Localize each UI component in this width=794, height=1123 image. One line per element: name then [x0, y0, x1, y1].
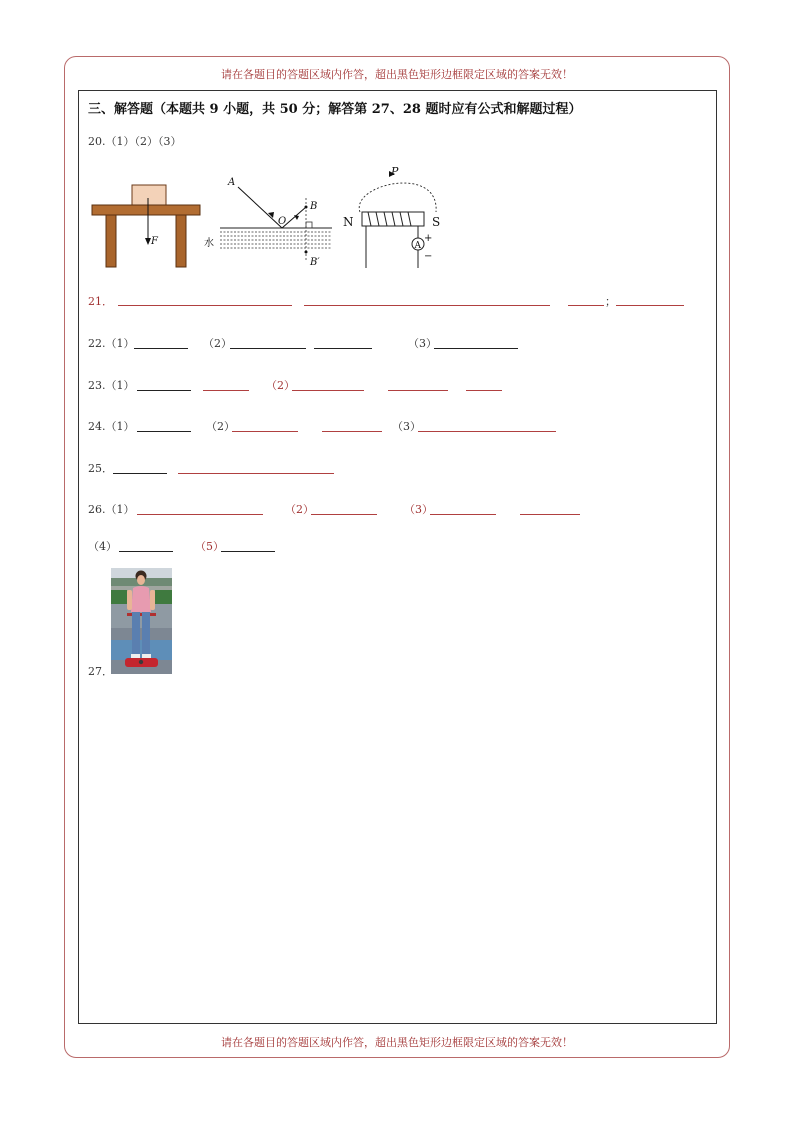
svg-text:水: 水: [204, 238, 214, 249]
q25-label: 25．: [88, 462, 113, 475]
svg-text:B′: B′: [310, 257, 320, 268]
q26-blank-3[interactable]: [430, 514, 496, 515]
table-leg-left: [106, 215, 116, 267]
q22-label: 22.（1）: [88, 337, 135, 350]
svg-text:B: B: [310, 201, 318, 212]
q24-label: 24.（1）: [88, 420, 135, 433]
q20-label: 20.（1）（2）（3）: [88, 135, 182, 148]
q21-blank-3[interactable]: [568, 305, 604, 306]
q26-label: 26.（1）: [88, 503, 135, 516]
table-leg-right: [176, 215, 186, 267]
svg-text:−: −: [424, 251, 433, 262]
svg-text:+: +: [424, 233, 433, 244]
q23-blank-5[interactable]: [466, 390, 502, 391]
q25-blank-1[interactable]: [113, 473, 167, 474]
reflection-diagram: [202, 172, 336, 272]
svg-text:P: P: [391, 165, 399, 178]
table-force-diagram: [88, 178, 206, 272]
q26-blank-4[interactable]: [520, 514, 580, 515]
q22-part3: （3）: [408, 337, 437, 350]
force-label: F: [151, 236, 158, 247]
q21-label: 21．: [88, 295, 113, 308]
q24-blank-3[interactable]: [322, 431, 382, 432]
q25-blank-2[interactable]: [178, 473, 334, 474]
q21-semicolon: ；: [605, 295, 616, 308]
section-title: 三、解答题（本题共 9 小题，共 50 分；解答第 27、28 题时应有公式和解题过程）: [88, 102, 582, 117]
q22-blank-3[interactable]: [314, 348, 372, 349]
q26-part5: （5）: [195, 540, 224, 553]
q27-label: 27．: [88, 665, 113, 678]
q26-blank-2[interactable]: [311, 514, 377, 515]
solenoid-diagram: [340, 164, 452, 272]
q26-blank-1[interactable]: [137, 514, 263, 515]
balance-scooter-photo: [111, 568, 172, 674]
top-notice: 请在各题目的答题区域内作答，超出黑色矩形边框限定区域的答案无效！: [221, 68, 573, 81]
q23-part2: （2）: [266, 379, 295, 392]
q22-blank-4[interactable]: [434, 348, 518, 349]
q24-blank-1[interactable]: [137, 431, 191, 432]
svg-text:S: S: [432, 215, 441, 229]
bottom-notice: 请在各题目的答题区域内作答，超出黑色矩形边框限定区域的答案无效！: [221, 1036, 573, 1049]
q23-blank-1[interactable]: [137, 390, 191, 391]
q21-blank-1[interactable]: [118, 305, 292, 306]
q21-blank-4[interactable]: [616, 305, 684, 306]
q21-blank-2[interactable]: [304, 305, 550, 306]
q24-blank-2[interactable]: [232, 431, 298, 432]
q24-blank-4[interactable]: [418, 431, 556, 432]
svg-text:O: O: [278, 216, 287, 227]
q23-label: 23.（1）: [88, 379, 135, 392]
table-top-shape: [92, 205, 200, 215]
q24-part2: （2）: [206, 420, 235, 433]
q24-part3: （3）: [392, 420, 421, 433]
q23-blank-4[interactable]: [388, 390, 448, 391]
svg-text:N: N: [343, 215, 354, 229]
q26-blank-6[interactable]: [221, 551, 275, 552]
q26-part3: （3）: [404, 503, 433, 516]
q23-blank-2[interactable]: [203, 390, 249, 391]
q26-part2: （2）: [285, 503, 314, 516]
q22-part2: （2）: [203, 337, 232, 350]
block-shape: [132, 185, 166, 205]
svg-text:A: A: [228, 177, 236, 188]
q22-blank-1[interactable]: [134, 348, 188, 349]
q23-blank-3[interactable]: [292, 390, 364, 391]
svg-text:A: A: [414, 241, 421, 251]
q26-part4: （4）: [88, 540, 117, 553]
q22-blank-2[interactable]: [230, 348, 306, 349]
q26-blank-5[interactable]: [119, 551, 173, 552]
